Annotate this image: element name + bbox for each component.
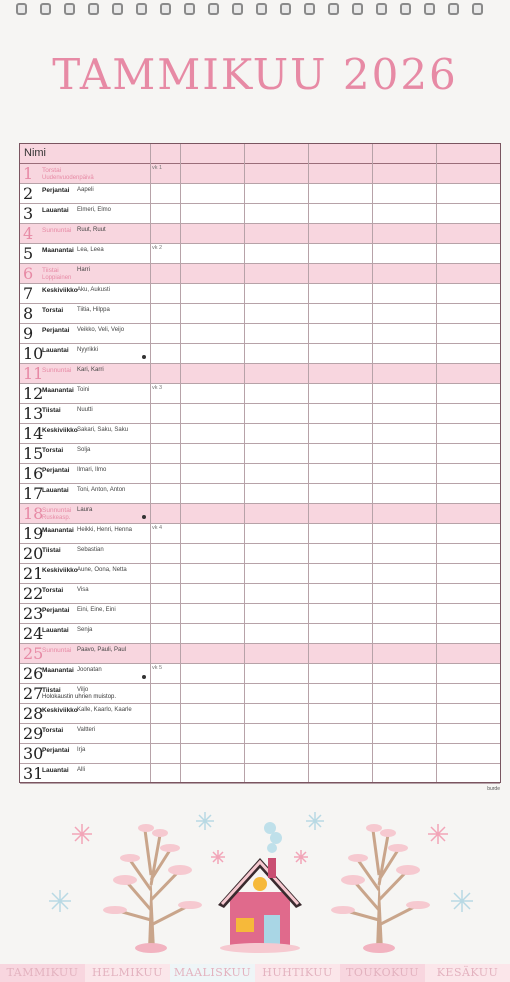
- weekday-label: Sunnuntai: [42, 507, 72, 514]
- weekday-label: Sunnuntai: [42, 227, 72, 234]
- day-row[interactable]: [20, 264, 500, 284]
- name-day-label: Alli: [77, 767, 86, 773]
- name-day-label: Laura: [77, 507, 93, 513]
- column-divider: [436, 144, 437, 782]
- name-day-label: Solja: [77, 447, 91, 453]
- name-day-label: Nuutti: [77, 407, 93, 413]
- weekday-label: Maanantai: [42, 667, 74, 674]
- binding-ring: [304, 3, 315, 15]
- header-label: Nimi: [24, 147, 46, 159]
- name-day-label: Ilmari, Ilmo: [77, 467, 107, 473]
- month-tabs: [0, 964, 510, 982]
- brand-label: burde: [487, 786, 500, 792]
- day-row[interactable]: [20, 224, 500, 244]
- weekday-label: Perjantai: [42, 187, 70, 194]
- name-day-label: Irja: [77, 747, 86, 753]
- day-number: 8: [23, 304, 34, 323]
- name-day-label: Aune, Oona, Netta: [77, 567, 127, 573]
- name-day-label: Tiitia, Hilppa: [77, 307, 110, 313]
- weekday-label: Torstai: [42, 727, 64, 734]
- day-number: 2: [23, 184, 34, 203]
- week-number: vk 3: [152, 385, 163, 391]
- name-day-label: Kalle, Kaarlo, Kaarle: [77, 707, 132, 713]
- weekday-label: Maanantai: [42, 247, 74, 254]
- left-tree: [103, 824, 202, 953]
- binding-ring: [184, 3, 195, 15]
- weekday-label: Lauantai: [42, 627, 69, 634]
- day-number: 13: [23, 404, 44, 423]
- column-divider: [244, 144, 245, 782]
- binding-ring: [232, 3, 243, 15]
- weekday-label: Perjantai: [42, 327, 70, 334]
- winter-illustration: [0, 800, 510, 960]
- weekday-label: Tiistai: [42, 687, 61, 694]
- name-day-label: Elmeri, Elmo: [77, 207, 112, 213]
- day-number: 18: [23, 504, 44, 523]
- column-divider: [150, 144, 151, 782]
- week-number: vk 2: [152, 245, 163, 251]
- holiday-label: Uudenvuodenpäivä: [42, 175, 94, 181]
- name-day-label: Toni, Anton, Anton: [77, 487, 126, 493]
- weekday-label: Keskiviikko: [42, 287, 78, 294]
- day-number: 7: [23, 284, 34, 303]
- binding-ring: [136, 3, 147, 15]
- day-row[interactable]: [20, 744, 500, 764]
- weekday-label: Torstai: [42, 307, 64, 314]
- day-row[interactable]: [20, 444, 500, 464]
- day-number: 26: [23, 664, 44, 683]
- month-tab[interactable]: KESÄKUU: [425, 964, 510, 982]
- day-number: 21: [23, 564, 44, 583]
- week-number: vk 4: [152, 525, 163, 531]
- name-day-label: Kari, Karri: [77, 367, 104, 373]
- binding-ring: [160, 3, 171, 15]
- day-row[interactable]: [20, 384, 500, 404]
- name-day-label: Veikko, Veli, Veijo: [77, 327, 125, 333]
- month-tab[interactable]: HUHTIKUU: [255, 964, 340, 982]
- weekday-label: Torstai: [42, 587, 64, 594]
- name-day-label: Ruut, Ruut: [77, 227, 106, 233]
- name-day-label: Joonatan: [77, 667, 102, 673]
- holiday-label: Holokaustin uhrien muistop.: [42, 694, 117, 700]
- day-number: 12: [23, 384, 44, 403]
- month-tab[interactable]: HELMIKUU: [85, 964, 170, 982]
- column-divider: [308, 144, 309, 782]
- day-row[interactable]: [20, 404, 500, 424]
- weekday-label: Sunnuntai: [42, 647, 72, 654]
- holiday-label: Ruskeasp.: [42, 515, 71, 521]
- day-row[interactable]: [20, 424, 500, 444]
- day-number: 29: [23, 724, 44, 743]
- name-day-label: Aku, Aukusti: [77, 287, 111, 293]
- binding-ring: [40, 3, 51, 15]
- week-number: vk 5: [152, 665, 163, 671]
- weekday-label: Tiistai: [42, 547, 61, 554]
- day-row[interactable]: [20, 684, 500, 704]
- month-tab[interactable]: TOUKOKUU: [340, 964, 425, 982]
- day-row[interactable]: [20, 704, 500, 724]
- name-day-label: Nyyrikki: [77, 347, 98, 353]
- name-day-label: Heikki, Henri, Henna: [77, 527, 133, 533]
- grid-header: [20, 144, 500, 164]
- day-number: 16: [23, 464, 44, 483]
- day-row[interactable]: [20, 504, 500, 524]
- column-divider: [180, 144, 181, 782]
- weekday-label: Lauantai: [42, 347, 69, 354]
- name-day-label: Valtteri: [77, 727, 96, 733]
- day-number: 28: [23, 704, 44, 723]
- day-row[interactable]: [20, 604, 500, 624]
- weekday-label: Lauantai: [42, 767, 69, 774]
- name-day-label: Viljo: [77, 687, 89, 693]
- day-row[interactable]: [20, 304, 500, 324]
- day-row[interactable]: [20, 544, 500, 564]
- binding-ring: [328, 3, 339, 15]
- day-row[interactable]: [20, 344, 500, 364]
- binding-ring: [208, 3, 219, 15]
- day-number: 19: [23, 524, 44, 543]
- binding-ring: [424, 3, 435, 15]
- column-divider: [372, 144, 373, 782]
- weekday-label: Keskiviikko: [42, 567, 78, 574]
- day-number: 14: [23, 424, 44, 443]
- day-row[interactable]: [20, 284, 500, 304]
- right-tree: [331, 824, 430, 953]
- weekday-label: Keskiviikko: [42, 707, 78, 714]
- name-day-label: Toini: [77, 387, 90, 393]
- day-row[interactable]: [20, 524, 500, 544]
- month-tab[interactable]: MAALISKUU: [170, 964, 255, 982]
- day-row[interactable]: [20, 204, 500, 224]
- day-number: 5: [23, 244, 34, 263]
- binding-ring: [472, 3, 483, 15]
- day-number: 1: [23, 164, 34, 183]
- name-day-label: Visa: [77, 587, 89, 593]
- binding-ring: [112, 3, 123, 15]
- weekday-label: Maanantai: [42, 387, 74, 394]
- binding-ring: [16, 3, 27, 15]
- binding-ring: [448, 3, 459, 15]
- day-row[interactable]: [20, 584, 500, 604]
- day-row[interactable]: [20, 664, 500, 684]
- name-day-label: Lea, Leea: [77, 247, 104, 253]
- day-number: 25: [23, 644, 44, 663]
- wire-binding: [0, 0, 510, 18]
- weekday-label: Perjantai: [42, 467, 70, 474]
- weekday-label: Perjantai: [42, 607, 70, 614]
- name-day-label: Harri: [77, 267, 90, 273]
- name-day-label: Eini, Eine, Eini: [77, 607, 116, 613]
- weekday-label: Torstai: [42, 447, 64, 454]
- day-row[interactable]: [20, 324, 500, 344]
- moon-phase-icon: [142, 515, 146, 519]
- binding-ring: [256, 3, 267, 15]
- name-day-label: Sakari, Saku, Saku: [77, 427, 129, 433]
- weekday-label: Sunnuntai: [42, 367, 72, 374]
- day-row[interactable]: [20, 464, 500, 484]
- weekday-label: Perjantai: [42, 747, 70, 754]
- day-number: 23: [23, 604, 44, 623]
- calendar-grid: [19, 143, 501, 783]
- weekday-label: Lauantai: [42, 207, 69, 214]
- day-number: 30: [23, 744, 44, 763]
- day-number: 27: [23, 684, 44, 703]
- day-number: 20: [23, 544, 44, 563]
- day-row[interactable]: [20, 644, 500, 664]
- moon-phase-icon: [142, 355, 146, 359]
- holiday-label: Loppiainen: [42, 275, 72, 281]
- moon-phase-icon: [142, 675, 146, 679]
- day-row[interactable]: [20, 244, 500, 264]
- month-tab[interactable]: TAMMIKUU: [0, 964, 85, 982]
- day-number: 31: [23, 764, 44, 783]
- day-number: 4: [23, 224, 34, 243]
- binding-ring: [88, 3, 99, 15]
- day-row[interactable]: [20, 484, 500, 504]
- day-number: 3: [23, 204, 34, 223]
- name-day-label: Senja: [77, 627, 93, 633]
- week-number: vk 1: [152, 165, 163, 171]
- day-row[interactable]: [20, 564, 500, 584]
- binding-ring: [400, 3, 411, 15]
- month-title: TAMMIKUU 2026: [52, 50, 458, 99]
- house: [218, 822, 302, 953]
- name-day-label: Sebastian: [77, 547, 104, 553]
- day-row[interactable]: [20, 184, 500, 204]
- weekday-label: Keskiviikko: [42, 427, 78, 434]
- name-day-label: Paavo, Pauli, Paul: [77, 647, 127, 653]
- day-number: 6: [23, 264, 34, 283]
- day-row[interactable]: [20, 364, 500, 384]
- day-number: 15: [23, 444, 44, 463]
- day-row[interactable]: [20, 624, 500, 644]
- day-row[interactable]: [20, 764, 500, 784]
- weekday-label: Lauantai: [42, 487, 69, 494]
- weekday-label: Tiistai: [42, 407, 61, 414]
- day-number: 11: [23, 364, 44, 383]
- binding-ring: [280, 3, 291, 15]
- day-number: 22: [23, 584, 44, 603]
- weekday-label: Torstai: [42, 167, 62, 174]
- name-day-label: Aapeli: [77, 187, 94, 193]
- day-row[interactable]: [20, 724, 500, 744]
- binding-ring: [64, 3, 75, 15]
- day-number: 24: [23, 624, 44, 643]
- binding-ring: [376, 3, 387, 15]
- day-number: 9: [23, 324, 34, 343]
- binding-ring: [352, 3, 363, 15]
- weekday-label: Tiistai: [42, 267, 59, 274]
- day-number: 10: [23, 344, 44, 363]
- day-number: 17: [23, 484, 44, 503]
- day-row[interactable]: [20, 164, 500, 184]
- weekday-label: Maanantai: [42, 527, 74, 534]
